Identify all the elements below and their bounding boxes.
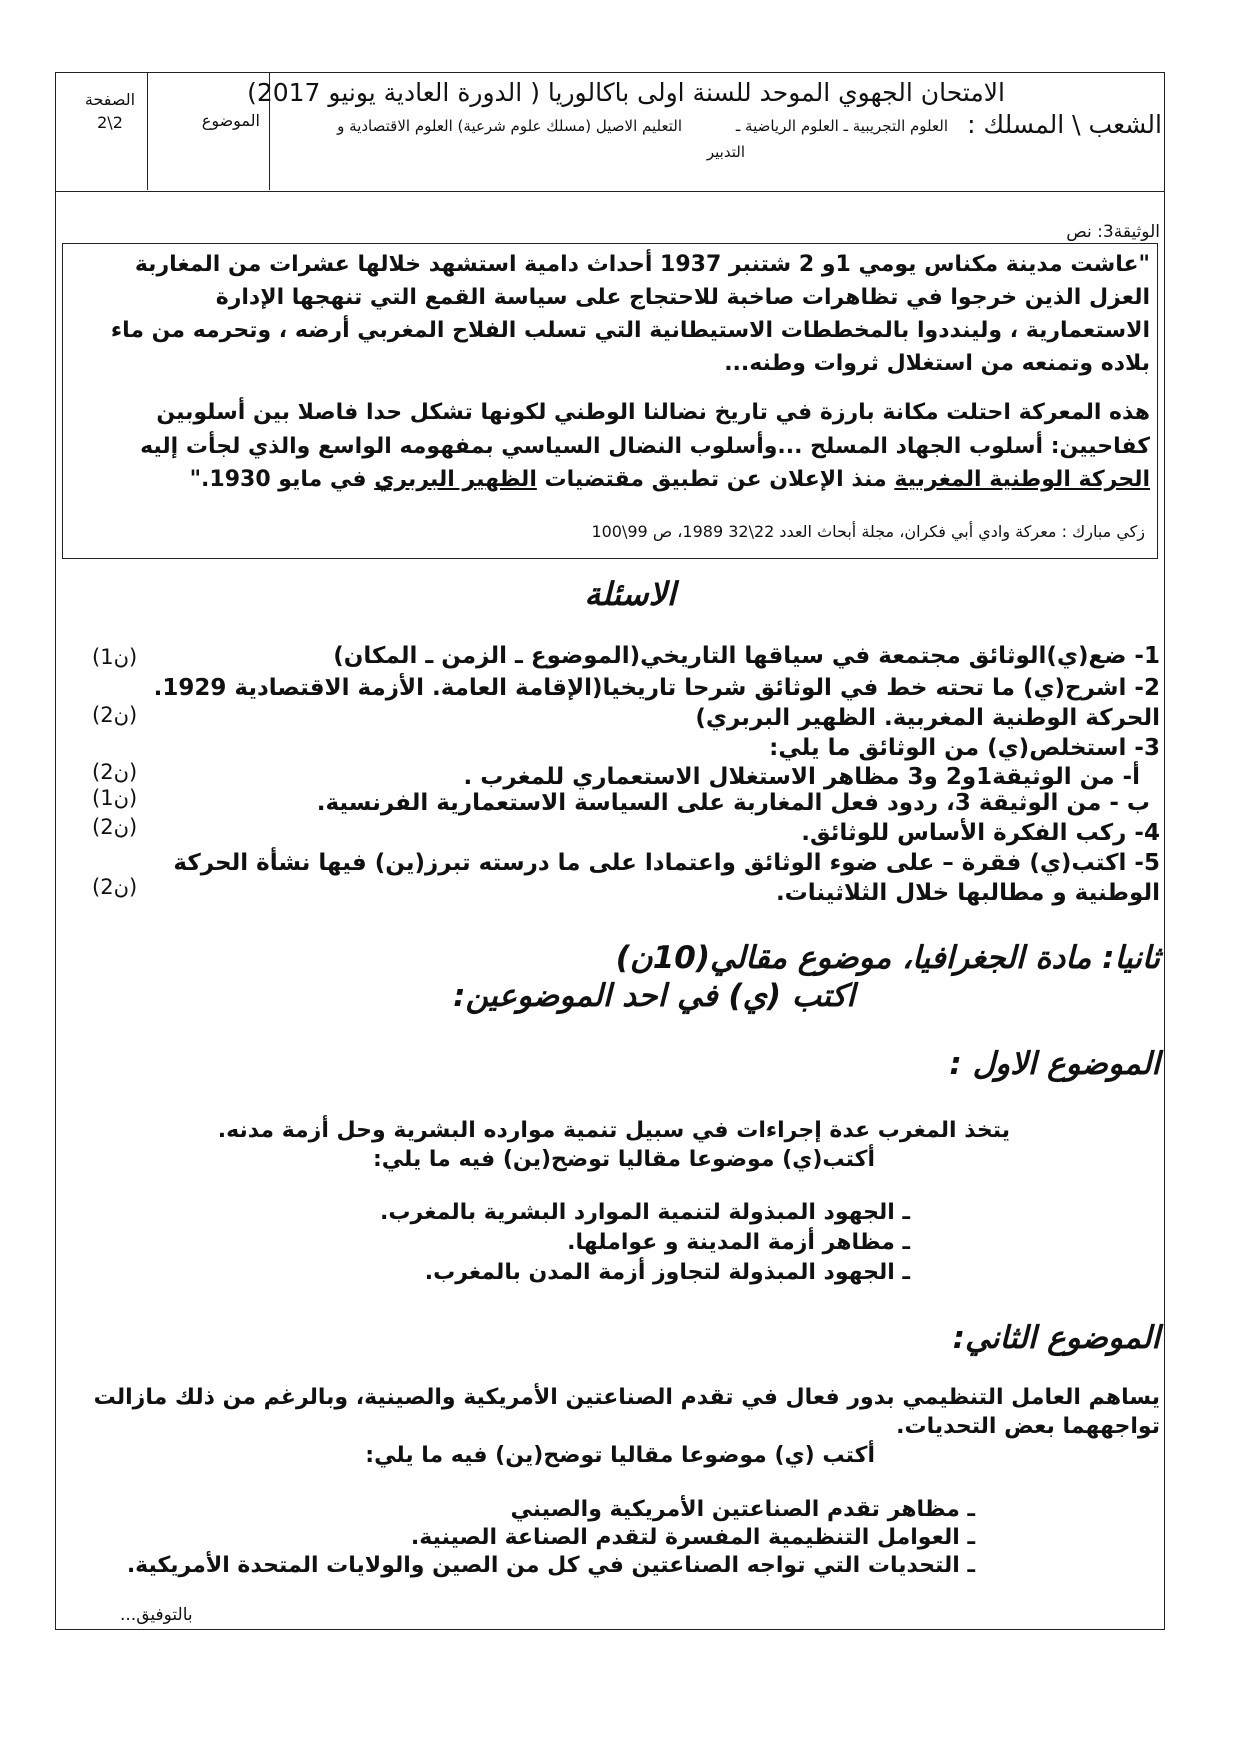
question-mark: (1ن) bbox=[92, 645, 138, 669]
page-number: 2\2 bbox=[97, 113, 123, 132]
underlined-term: الحركة الوطنية المغربية bbox=[894, 467, 1150, 492]
document-text-line: "عاشت مدينة مكناس يومي 1و 2 شتنبر 1937 أحداث دامية استشهد خلالها عشرات من المغاربة bbox=[134, 252, 1150, 277]
question-mark: (1ن) bbox=[92, 786, 138, 810]
question-4: 4- ركب الفكرة الأساس للوثائق. bbox=[801, 820, 1160, 846]
question-3: 3- استخلص(ي) من الوثائق ما يلي: bbox=[769, 735, 1160, 761]
topic-2-item: ـ العوامل التنظيمية المفسرة لتقدم الصناعة الصينية. bbox=[410, 1525, 975, 1550]
subject-label: الموضوع bbox=[201, 111, 260, 130]
topic-2-item: ـ التحديات التي تواجه الصناعتين في كل من الصين والولايات المتحدة الأمريكية. bbox=[126, 1553, 975, 1578]
closing-note: بالتوفيق... bbox=[120, 1605, 193, 1625]
branch-value: التدبير bbox=[706, 143, 745, 161]
question-5-continued: الوطنية و مطالبها خلال الثلاثينات. bbox=[775, 880, 1160, 906]
topic-2-task: أكتب (ي) موضوعا مقاليا توضح(ين) فيه ما يلي: bbox=[365, 1443, 875, 1468]
topic-2-title: الموضوع الثاني: bbox=[952, 1320, 1160, 1356]
document-source: زكي مبارك : معركة وادي أبي فكران، مجلة أبحاث العدد 22\32 1989، ص 99\100 bbox=[591, 522, 1145, 541]
document-text-line: العزل الذين خرجوا في تظاهرات صاخبة للاحتجاج على سياسة القمع التي تنهجها الإدارة bbox=[215, 285, 1150, 310]
text-span: منذ الإعلان عن تطبيق مقتضيات bbox=[536, 467, 895, 492]
topic-1-title: الموضوع الاول : bbox=[949, 1046, 1160, 1082]
topic-1-task: أكتب(ي) موضوعا مقاليا توضح(ين) فيه ما يلي: bbox=[372, 1147, 875, 1172]
question-2: 2- اشرح(ي) ما تحته خط في الوثائق شرحا تاريخيا(الإقامة العامة. الأزمة الاقتصادية 1929. bbox=[153, 675, 1160, 701]
page-label: الصفحة bbox=[84, 90, 136, 109]
question-3a: أ- من الوثيقة1و2 و3 مظاهر الاستغلال الاستعماري للمغرب . bbox=[463, 764, 1140, 790]
question-3b: ب - من الوثيقة 3، ردود فعل المغاربة على السياسة الاستعمارية الفرنسية. bbox=[316, 790, 1150, 816]
topic-2-item: ـ مظاهر تقدم الصناعتين الأمريكية والصيني bbox=[510, 1497, 975, 1522]
topic-1-intro: يتخذ المغرب عدة إجراءات في سبيل تنمية موارده البشرية وحل أزمة مدنه. bbox=[217, 1118, 1010, 1143]
underlined-term: الظهير البربري bbox=[374, 467, 537, 492]
document-text-line: بلاده وتمنعه من استغلال ثروات وطنه... bbox=[724, 351, 1150, 376]
branch-value: العلوم التجريبية ـ العلوم الرياضية ـ bbox=[735, 117, 948, 135]
question-mark: (2ن) bbox=[92, 703, 138, 727]
topic-1-item: ـ مظاهر أزمة المدينة و عواملها. bbox=[567, 1230, 910, 1255]
text-span: في مايو 1930." bbox=[189, 467, 375, 492]
question-mark: (2ن) bbox=[92, 760, 138, 784]
document-text-line: هذه المعركة احتلت مكانة بارزة في تاريخ نضالنا الوطني لكونها تشكل حدا فاصلا بين أسلوبين bbox=[156, 400, 1150, 425]
question-5: 5- اكتب(ي) فقرة – على ضوء الوثائق واعتمادا على ما درسته تبرز(ين) فيها نشأة الحركة bbox=[173, 850, 1160, 876]
branch-value: التعليم الاصيل (مسلك علوم شرعية) العلوم الاقتصادية و bbox=[337, 117, 682, 135]
document-text-line: الاستعمارية ، ولينددوا بالمخططات الاستيطانية التي تسلب الفلاح المغربي أرضه ، وتحرمه من ماء bbox=[110, 318, 1150, 343]
geography-title: ثانيا: مادة الجغرافيا، موضوع مقالي(10ن) bbox=[615, 940, 1160, 976]
question-2-continued: الحركة الوطنية المغربية. الظهير البربري) bbox=[695, 705, 1160, 731]
question-mark: (2ن) bbox=[92, 815, 138, 839]
document-text-line bbox=[110, 467, 1150, 492]
topic-1-item: ـ الجهود المبذولة لتنمية الموارد البشرية بالمغرب. bbox=[380, 1200, 910, 1225]
topic-2-intro: يساهم العامل التنظيمي بدور فعال في تقدم الصناعتين الأمريكية والصينية، وبالرغم من ذلك مازالت bbox=[93, 1385, 1160, 1410]
document-text-line: كفاحيين: أسلوب الجهاد المسلح ...وأسلوب النضال السياسي بمفهومه الواسع والذي لجأت إليه bbox=[140, 434, 1150, 459]
question-mark: (2ن) bbox=[92, 875, 138, 899]
exam-title: الامتحان الجهوي الموحد للسنة اولى باكالوريا ( الدورة العادية يونيو 2017) bbox=[247, 78, 1005, 107]
document-label: الوثيقة3: نص bbox=[1066, 222, 1160, 242]
geography-instruction: اكتب (ي) في احد الموضوعين: bbox=[453, 978, 855, 1014]
question-1: 1- ضع(ي)الوثائق مجتمعة في سياقها التاريخي(الموضوع ـ الزمن ـ المكان) bbox=[333, 643, 1160, 669]
topic-2-intro-continued: تواجههما بعض التحديات. bbox=[896, 1414, 1160, 1439]
topic-1-item: ـ الجهود المبذولة لتجاوز أزمة المدن بالمغرب. bbox=[424, 1260, 910, 1285]
questions-title: الاسئلة bbox=[584, 575, 676, 613]
branch-label: اﻟﺸﻌﺐ \ اﻟﻤﺴﻠﻚ : bbox=[967, 110, 1162, 139]
